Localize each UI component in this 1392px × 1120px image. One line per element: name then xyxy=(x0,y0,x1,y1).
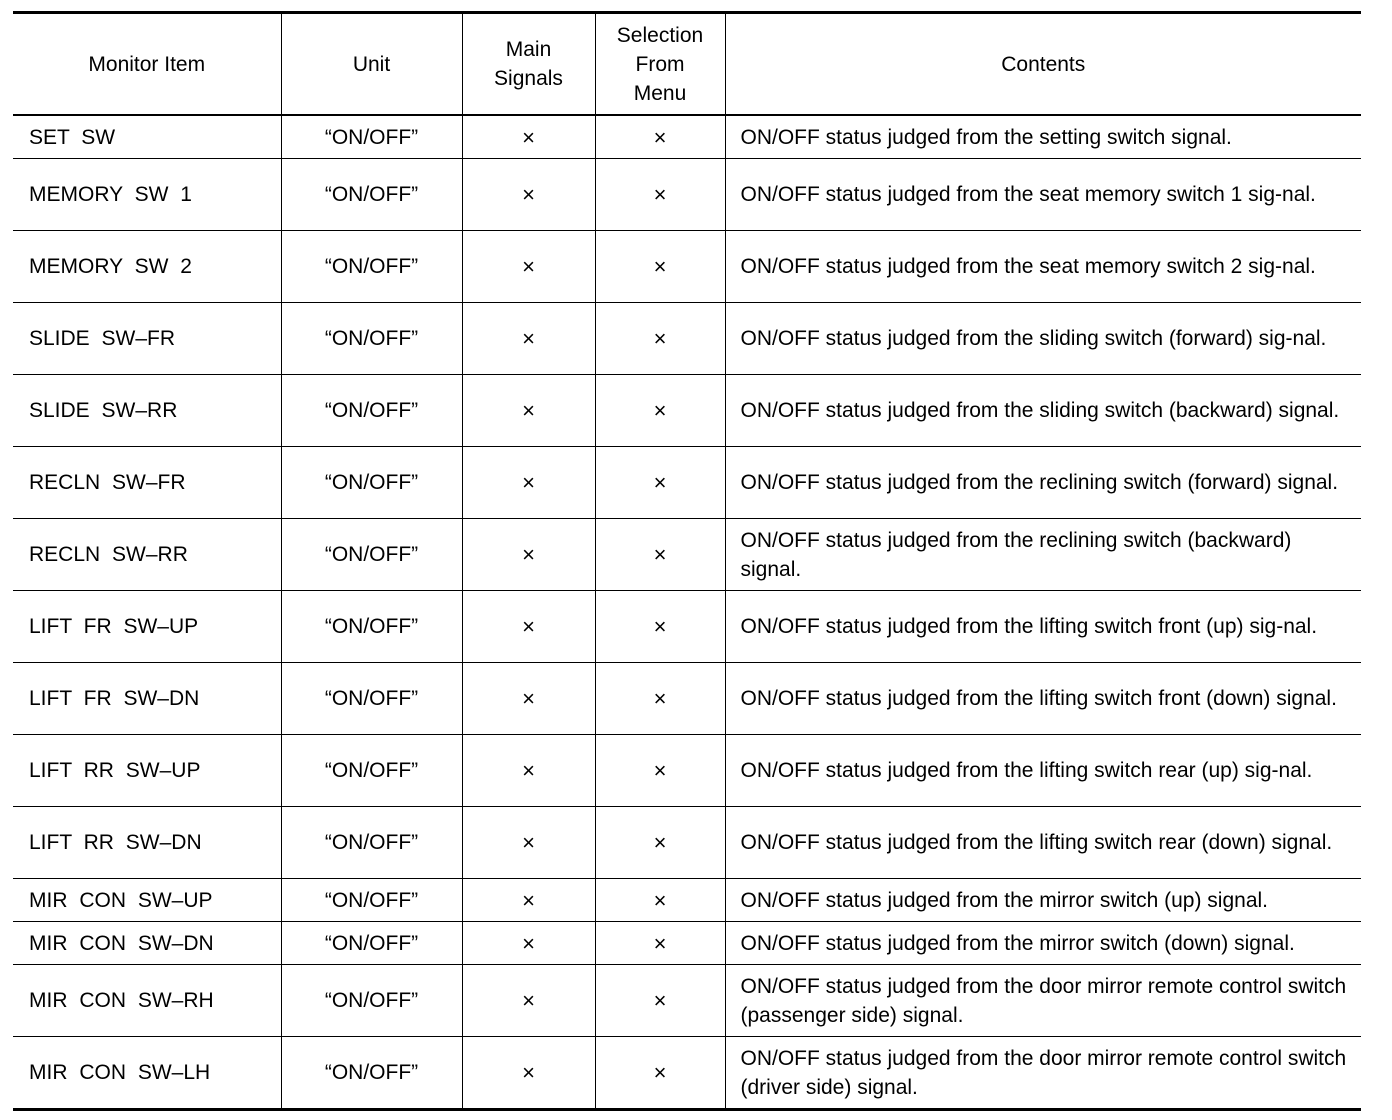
table-body xyxy=(13,115,1361,1110)
selection-menu-mark: × xyxy=(595,159,725,231)
main-signals-mark: × xyxy=(462,922,595,965)
monitor-item-cell: RECLN SW–FR xyxy=(13,447,281,519)
header-main-signals-line-1: Main xyxy=(505,38,552,61)
selection-menu-mark: × xyxy=(595,303,725,375)
table-row xyxy=(13,735,1361,807)
monitor-item-cell: MIR CON SW–RH xyxy=(13,965,281,1037)
selection-menu-mark: × xyxy=(595,663,725,735)
contents-cell: ON/OFF status judged from the sliding switch (backward) signal. xyxy=(725,375,1361,447)
table-row xyxy=(13,591,1361,663)
main-signals-mark: × xyxy=(462,807,595,879)
table-row xyxy=(13,375,1361,447)
unit-cell: “ON/OFF” xyxy=(281,1037,462,1110)
selection-menu-mark: × xyxy=(595,115,725,159)
unit-cell: “ON/OFF” xyxy=(281,965,462,1037)
contents-cell: ON/OFF status judged from the mirror switch (up) signal. xyxy=(725,879,1361,922)
unit-cell: “ON/OFF” xyxy=(281,735,462,807)
contents-cell: ON/OFF status judged from the reclining switch (forward) signal. xyxy=(725,447,1361,519)
table-row xyxy=(13,663,1361,735)
contents-cell: ON/OFF status judged from the door mirror remote control switch (passenger side) signal. xyxy=(725,965,1361,1037)
unit-cell: “ON/OFF” xyxy=(281,447,462,519)
monitor-item-cell: MIR CON SW–DN xyxy=(13,922,281,965)
table-row xyxy=(13,519,1361,591)
table-row xyxy=(13,1037,1361,1110)
header-row xyxy=(13,13,1361,116)
contents-cell: ON/OFF status judged from the seat memory switch 1 sig-nal. xyxy=(725,159,1361,231)
table-row xyxy=(13,447,1361,519)
selection-menu-mark: × xyxy=(595,231,725,303)
selection-menu-mark: × xyxy=(595,807,725,879)
header-main-signals-line-2: Signals xyxy=(494,67,563,90)
main-signals-mark: × xyxy=(462,591,595,663)
unit-cell: “ON/OFF” xyxy=(281,591,462,663)
contents-cell: ON/OFF status judged from the setting switch signal. xyxy=(725,115,1361,159)
monitor-items-table xyxy=(13,11,1361,1111)
selection-menu-mark: × xyxy=(595,375,725,447)
monitor-item-cell: LIFT FR SW–UP xyxy=(13,591,281,663)
contents-cell: ON/OFF status judged from the reclining switch (backward) signal. xyxy=(725,519,1361,591)
selection-menu-mark: × xyxy=(595,519,725,591)
header-monitor-item: Monitor Item xyxy=(13,13,281,116)
header-unit: Unit xyxy=(281,13,462,116)
monitor-item-cell: LIFT RR SW–DN xyxy=(13,807,281,879)
unit-cell: “ON/OFF” xyxy=(281,807,462,879)
selection-menu-mark: × xyxy=(595,591,725,663)
main-signals-mark: × xyxy=(462,375,595,447)
table-row xyxy=(13,807,1361,879)
contents-cell: ON/OFF status judged from the seat memory switch 2 sig-nal. xyxy=(725,231,1361,303)
main-signals-mark: × xyxy=(462,447,595,519)
table-row xyxy=(13,922,1361,965)
main-signals-mark: × xyxy=(462,115,595,159)
table-row xyxy=(13,159,1361,231)
header-main-signals xyxy=(462,13,595,116)
main-signals-mark: × xyxy=(462,303,595,375)
unit-cell: “ON/OFF” xyxy=(281,115,462,159)
unit-cell: “ON/OFF” xyxy=(281,922,462,965)
contents-cell: ON/OFF status judged from the sliding switch (forward) sig-nal. xyxy=(725,303,1361,375)
table-row xyxy=(13,231,1361,303)
selection-menu-mark: × xyxy=(595,1037,725,1110)
selection-menu-mark: × xyxy=(595,922,725,965)
unit-cell: “ON/OFF” xyxy=(281,879,462,922)
main-signals-mark: × xyxy=(462,735,595,807)
monitor-item-cell: SLIDE SW–FR xyxy=(13,303,281,375)
contents-cell: ON/OFF status judged from the door mirror remote control switch (driver side) signal. xyxy=(725,1037,1361,1110)
monitor-item-cell: RECLN SW–RR xyxy=(13,519,281,591)
contents-cell: ON/OFF status judged from the lifting switch rear (down) signal. xyxy=(725,807,1361,879)
selection-menu-mark: × xyxy=(595,735,725,807)
table-header xyxy=(13,13,1361,116)
contents-cell: ON/OFF status judged from the lifting switch front (down) signal. xyxy=(725,663,1361,735)
main-signals-mark: × xyxy=(462,519,595,591)
table-row xyxy=(13,303,1361,375)
main-signals-mark: × xyxy=(462,965,595,1037)
main-signals-mark: × xyxy=(462,231,595,303)
monitor-item-cell: MEMORY SW 2 xyxy=(13,231,281,303)
main-signals-mark: × xyxy=(462,159,595,231)
table-row xyxy=(13,965,1361,1037)
main-signals-mark: × xyxy=(462,879,595,922)
header-selection-line-1: Selection xyxy=(616,23,704,47)
unit-cell: “ON/OFF” xyxy=(281,303,462,375)
selection-menu-mark: × xyxy=(595,447,725,519)
contents-cell: ON/OFF status judged from the lifting switch rear (up) sig-nal. xyxy=(725,735,1361,807)
monitor-item-cell: MIR CON SW–LH xyxy=(13,1037,281,1110)
header-selection-line-3: Menu xyxy=(633,81,687,105)
contents-cell: ON/OFF status judged from the mirror switch (down) signal. xyxy=(725,922,1361,965)
unit-cell: “ON/OFF” xyxy=(281,519,462,591)
monitor-item-cell: SLIDE SW–RR xyxy=(13,375,281,447)
main-signals-mark: × xyxy=(462,1037,595,1110)
contents-cell: ON/OFF status judged from the lifting switch front (up) sig-nal. xyxy=(725,591,1361,663)
monitor-item-cell: MIR CON SW–UP xyxy=(13,879,281,922)
main-signals-mark: × xyxy=(462,663,595,735)
header-selection-from-menu xyxy=(595,13,725,116)
table-row xyxy=(13,879,1361,922)
unit-cell: “ON/OFF” xyxy=(281,663,462,735)
monitor-item-cell: MEMORY SW 1 xyxy=(13,159,281,231)
unit-cell: “ON/OFF” xyxy=(281,231,462,303)
selection-menu-mark: × xyxy=(595,879,725,922)
selection-menu-mark: × xyxy=(595,965,725,1037)
unit-cell: “ON/OFF” xyxy=(281,159,462,231)
unit-cell: “ON/OFF” xyxy=(281,375,462,447)
monitor-item-cell: LIFT RR SW–UP xyxy=(13,735,281,807)
header-contents: Contents xyxy=(725,13,1361,116)
monitor-item-cell: LIFT FR SW–DN xyxy=(13,663,281,735)
table-row xyxy=(13,115,1361,159)
header-selection-line-2: From xyxy=(635,52,685,76)
monitor-item-cell: SET SW xyxy=(13,115,281,159)
